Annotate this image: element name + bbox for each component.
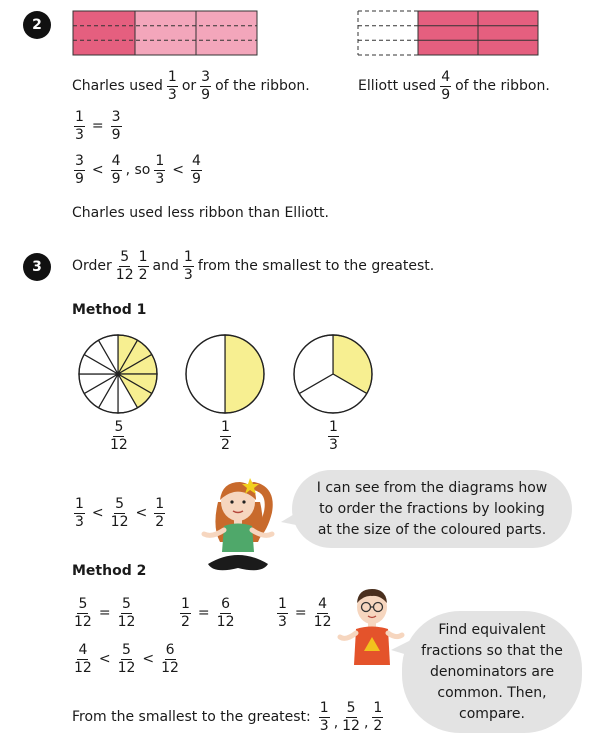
pie-label-5-12 [106,420,132,452]
fraction: $\frac{3}{9}$ [75,153,84,187]
fraction: $\frac{6}{12}$ [216,596,235,630]
fraction: $\frac{3}{9}$ [111,109,121,143]
fraction: $\frac{4}{12}$ [313,596,332,630]
fraction: $\frac{1}{2}$ [221,419,230,453]
question-number-3: 3 [23,253,51,281]
elliott-text-b: of the ribbon. [455,78,550,95]
bubble-text-girl: I can see from the diagrams how to order the fractions by looking at the size of the coloured parts. [316,479,548,538]
equivalent-1-2: $\frac{1}{2}$ = $\frac{6}{12}$ [181,596,235,630]
pie-one-third [292,333,374,415]
fraction: $\frac{1}{3}$ [329,419,338,453]
fraction: $\frac{4}{9}$ [192,153,201,187]
charles-statement [72,70,310,102]
elliott-text-a: Elliott used [358,78,437,95]
final-answer: From the smallest to the greatest: $\frac{1}{3}$ , $\frac{5}{12}$ , $\frac{1}{2}$ [72,700,383,734]
pie-five-twelfths [77,333,159,415]
q3-prompt: Order $\frac{5}{12}$ $\frac{1}{2}$ and $\frac{1}{3}$ from the smallest to the greatest. [72,249,435,283]
pie-slice-shaded [225,335,264,413]
equation-1-3-equals-3-9: $\frac{1}{3}$ = $\frac{3}{9}$ [75,109,121,143]
question-number-2: 2 [23,11,51,39]
fraction: $\frac{5}{12}$ [74,596,92,630]
fraction: $\frac{1}{3}$ [278,596,287,630]
method-1-order: $\frac{1}{3}$ < $\frac{5}{12}$ < $\frac{1}{2}$ [75,496,165,530]
fraction: $\frac{1}{2}$ [155,496,165,530]
fraction: $\frac{6}{12}$ [161,642,179,676]
pie-label-1-3 [324,420,343,452]
fraction: $\frac{1}{3}$ [75,109,84,143]
fraction: $\frac{5}{12}$ [110,419,128,453]
fraction: $\frac{1}{3}$ [167,69,177,103]
fraction: $\frac{1}{2}$ [181,596,190,630]
fraction: $\frac{1}{3}$ [155,153,165,187]
charles-ribbon-bar [72,10,260,58]
q2-conclusion: Charles used less ribbon than Elliott. [72,205,329,221]
fraction: $\frac{1}{3}$ [319,700,329,734]
charles-or: or [181,78,197,95]
comparison-line: $\frac{3}{9}$ < $\frac{4}{9}$ , so $\frac{1}{3}$ < $\frac{4}{9}$ [75,153,201,187]
method-2-label: Method 2 [72,563,147,579]
girl-illustration [198,472,280,578]
fraction: $\frac{4}{12}$ [74,642,92,676]
speech-bubble-girl [292,470,572,548]
fraction: $\frac{5}{12}$ [110,496,129,530]
fraction: $\frac{5}{12}$ [342,700,360,734]
bubble-tail-boy [391,640,411,660]
charles-ribbon-part-2 [135,11,196,55]
charles-ribbon-part-3 [196,11,257,55]
bubble-text-boy: Find equivalent fractions so that the denominators are common. Then, compare. [421,621,563,722]
fraction: $\frac{1}{2}$ [138,249,148,283]
fraction: $\frac{3}{9}$ [201,69,211,103]
elliott-statement [358,70,550,102]
pie-label-1-2 [216,420,235,452]
fraction: $\frac{5}{12}$ [115,249,134,283]
elliott-ribbon-bar [357,10,542,58]
fraction: $\frac{1}{2}$ [373,700,383,734]
bubble-tail-girl [281,510,301,530]
method-1-label: Method 1 [72,302,147,318]
fraction: $\frac{4}{9}$ [111,153,121,187]
pie-one-half [184,333,266,415]
charles-ribbon-part-1 [73,11,135,55]
method-2-order: $\frac{4}{12}$ < $\frac{5}{12}$ < $\frac{6}{12}$ [74,642,179,676]
charles-text-b: of the ribbon. [215,78,310,95]
fraction: $\frac{1}{3}$ [183,249,193,283]
fraction: $\frac{5}{12}$ [117,642,136,676]
fraction: $\frac{5}{12}$ [117,596,136,630]
charles-text-a: Charles used [72,78,163,95]
equivalent-5-12: $\frac{5}{12}$ = $\frac{5}{12}$ [74,596,136,630]
fraction: $\frac{4}{9}$ [441,69,451,103]
equivalent-1-3: $\frac{1}{3}$ = $\frac{4}{12}$ [278,596,332,630]
speech-bubble-boy [402,611,582,733]
fraction: $\frac{1}{3}$ [75,496,84,530]
pie-slice [186,335,225,413]
